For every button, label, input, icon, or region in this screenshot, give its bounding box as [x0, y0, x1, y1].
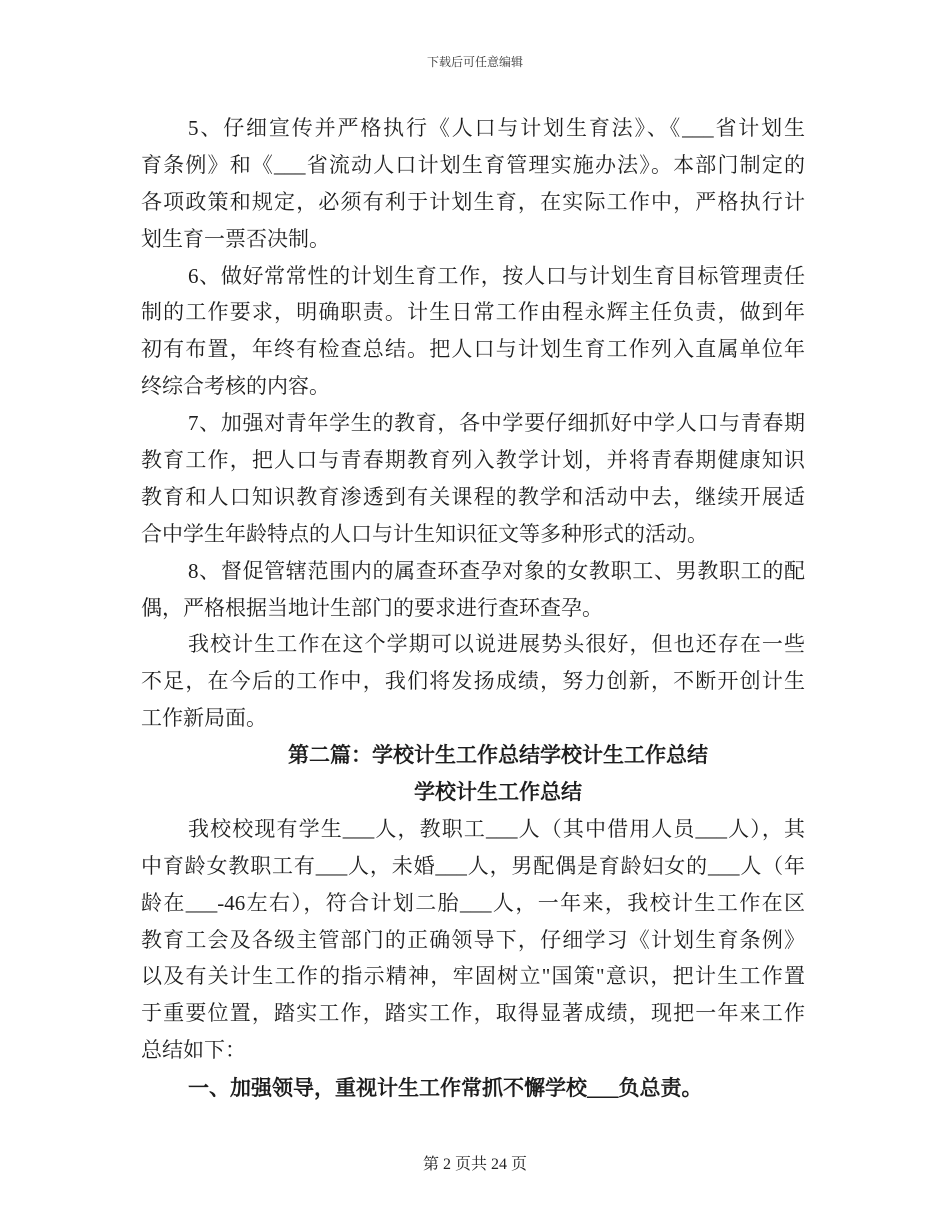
paragraph-line: 中育龄女教职工有___人，未婚___人，男配偶是育龄妇女的___人（年 [141, 853, 805, 878]
paragraph-conclusion [141, 626, 805, 737]
paragraph-line: 我校校现有学生___人，教职工___人（其中借用人员___人），其 [188, 816, 805, 841]
paragraph-line: 5、仔细宣传并严格执行《人口与计划生育法》、《___省计划生 [188, 116, 805, 140]
document-title: 学校计生工作总结 [414, 780, 582, 805]
paragraph-line: 工作新局面。 [141, 706, 267, 731]
paragraph-line: 制的工作要求，明确职责。计生日常工作由程永辉主任负责，做到年 [141, 300, 805, 325]
paragraph-line: 初有布置，年终有检查总结。把人口与计划生育工作列入直属单位年 [141, 337, 805, 362]
paragraph-item-6 [141, 258, 805, 406]
paragraph-line: 我校计生工作在这个学期可以说进展势头很好，但也还存在一些 [188, 632, 805, 657]
paragraph-line: 8、督促管辖范围内的属查环查孕对象的女教职工、男教职工的配 [188, 558, 805, 583]
paragraph-line: 教育工会及各级主管部门的正确领导下，仔细学习《计划生育条例》 [141, 927, 805, 952]
paragraph-line: 龄在___-46左右），符合计划二胎___人，一年来，我校计生工作在区 [141, 890, 805, 915]
paragraph-intro [141, 811, 805, 1069]
paragraph-line: 以及有关计生工作的指示精神，牢固树立"国策"意识，把计生工作置 [141, 964, 805, 989]
paragraph-item-7 [141, 405, 805, 553]
chapter-title: 第二篇：学校计生工作总结学校计生工作总结 [288, 743, 708, 768]
paragraph-line: 教育和人口知识教育渗透到有关课程的教学和活动中去，继续开展适 [141, 484, 805, 509]
paragraph-line: 教育工作，把人口与青春期教育列入教学计划，并将青春期健康知识 [141, 448, 805, 473]
paragraph-item-5 [141, 110, 805, 258]
paragraph-item-8 [141, 553, 805, 627]
paragraph-line: 于重要位置，踏实工作，踏实工作，取得显著成绩，现把一年来工作 [141, 1001, 805, 1026]
paragraph-line: 6、做好常常性的计划生育工作，按人口与计划生育目标管理责任 [188, 263, 805, 288]
page-header-note: 下载后可任意编辑 [426, 55, 523, 69]
paragraph-line: 总结如下： [141, 1038, 246, 1063]
paragraph-line: 育条例》和《___省流动人口计划生育管理实施办法》。本部门制定的 [141, 152, 805, 177]
paragraph-line: 不足，在今后的工作中，我们将发扬成绩，努力创新，不断开创计生 [141, 669, 805, 694]
paragraph-line: 7、加强对青年学生的教育，各中学要仔细抓好中学人口与青春期 [188, 411, 805, 436]
section-heading: 一、加强领导，重视计生工作常抓不懈学校___负总责。 [188, 1076, 703, 1101]
document-body [141, 110, 805, 1107]
page-number-footer: 第 2 页共 24 页 [422, 1156, 527, 1173]
paragraph-line: 各项政策和规定，必须有利于计划生育，在实际工作中，严格执行计 [141, 189, 805, 214]
paragraph-line: 终综合考核的内容。 [141, 374, 330, 399]
paragraph-line: 偶，严格根据当地计生部门的要求进行查环查孕。 [141, 595, 603, 620]
paragraph-line: 划生育一票否决制。 [141, 226, 330, 251]
paragraph-line: 合中学生年龄特点的人口与计生知识征文等多种形式的活动。 [141, 521, 708, 546]
